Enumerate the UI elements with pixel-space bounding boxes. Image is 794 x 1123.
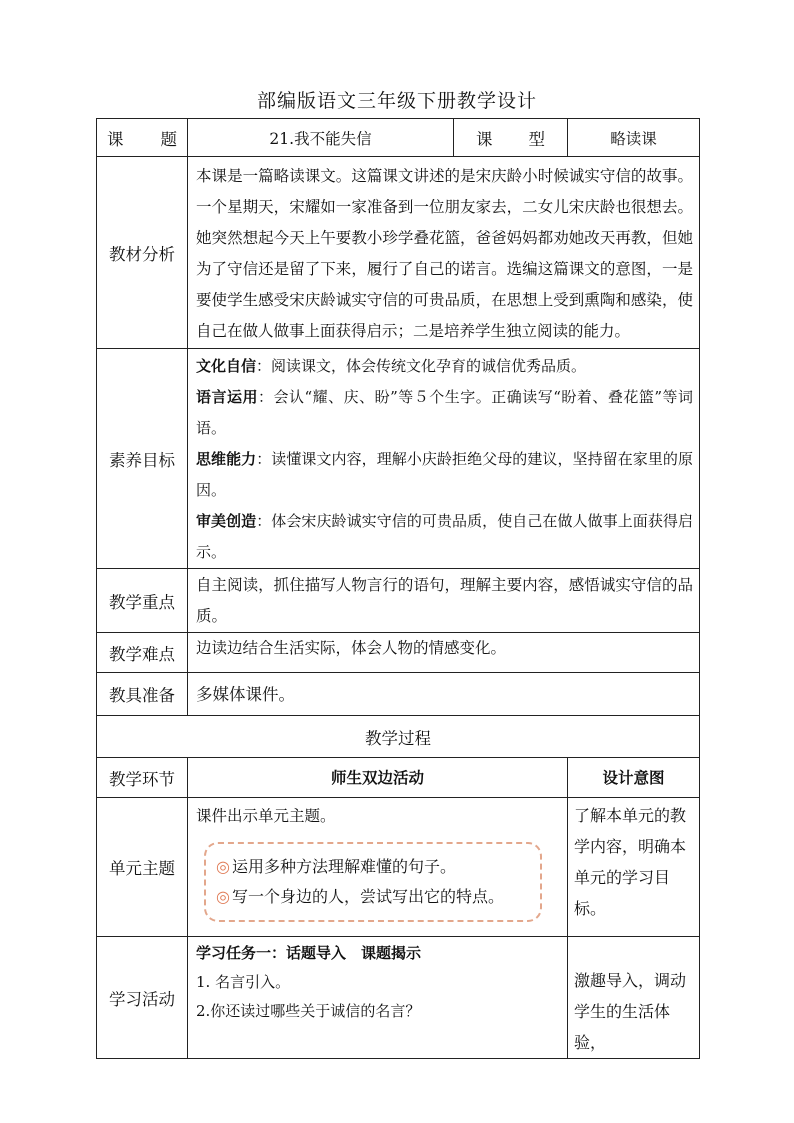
- tools-label: 教具准备: [97, 673, 188, 716]
- tools-row: [97, 673, 700, 716]
- learning-intent: 激趣导入，调动学生的生活体验，: [568, 937, 700, 1059]
- unit-theme-label: 单元主题: [97, 798, 188, 937]
- theme-item: [216, 852, 534, 882]
- difficulty-text: 边读边结合生活实际，体会人物的情感变化。: [188, 633, 700, 673]
- goal-key: 语言运用: [196, 388, 258, 406]
- key-point-text: 自主阅读，抓住描写人物言行的语句，理解主要内容，感悟诚实守信的品质。: [188, 569, 700, 633]
- goal-key: 文化自信: [196, 357, 257, 375]
- unit-theme-cell: [188, 798, 568, 937]
- goal-text: ：读懂课文内容，理解小庆龄拒绝父母的建议，坚持留在家里的原因。: [196, 450, 693, 499]
- page-title: 部编版语文三年级下册教学设计: [256, 90, 537, 112]
- learning-step: 1. 名言引入。: [196, 973, 291, 991]
- process-title-row: [97, 716, 700, 758]
- unit-theme-row: [97, 798, 700, 937]
- goal-text: ：阅读课文，体会传统文化孕育的诚信优秀品质。: [256, 357, 587, 375]
- goal-item: [196, 382, 693, 444]
- theme-item: [216, 882, 534, 912]
- goal-key: 思维能力: [196, 450, 257, 468]
- lesson-plan-table: [96, 118, 700, 1059]
- learning-label: 学习活动: [97, 937, 188, 1059]
- goals-row: [97, 349, 700, 569]
- label-topic: 课 题: [97, 119, 188, 157]
- goal-key: 审美创造: [196, 512, 257, 530]
- learning-cell: [188, 937, 568, 1059]
- learning-step: 2.你还读过哪些关于诚信的名言？: [196, 1002, 421, 1020]
- learning-row: [97, 937, 700, 1059]
- key-point-row: [97, 569, 700, 633]
- topic-value: 21.我不能失信: [188, 119, 454, 157]
- difficulty-row: [97, 633, 700, 673]
- theme-item-text: 运用多种方法理解难懂的句子。: [231, 857, 456, 876]
- goals-list: [188, 349, 700, 569]
- theme-item-text: 写一个身边的人，尝试写出它的特点。: [231, 887, 504, 906]
- header-row: [97, 119, 700, 157]
- circle-bullet-icon: ◎: [216, 857, 230, 876]
- tools-text: 多媒体课件。: [188, 673, 700, 716]
- col-stage-header: 教学环节: [97, 758, 188, 798]
- analysis-row: [97, 157, 700, 349]
- unit-theme-intent: 了解本单元的教学内容，明确本单元的学习目标。: [568, 798, 700, 937]
- goals-label: 素养目标: [97, 349, 188, 569]
- unit-theme-box: [204, 842, 542, 922]
- process-title: 教学过程: [97, 716, 700, 758]
- key-point-label: 教学重点: [97, 569, 188, 633]
- task-title: 学习任务一：话题导入 课题揭示: [196, 944, 422, 962]
- col-activity-header: 师生双边活动: [188, 758, 568, 798]
- col-intent-header: 设计意图: [568, 758, 700, 798]
- analysis-label: 教材分析: [97, 157, 188, 349]
- goal-item: [196, 506, 693, 568]
- circle-bullet-icon: ◎: [216, 887, 230, 906]
- process-header-row: [97, 758, 700, 798]
- goal-item: [196, 444, 693, 506]
- unit-theme-intro: 课件出示单元主题。: [196, 807, 336, 825]
- analysis-text: 本课是一篇略读课文。这篇课文讲述的是宋庆龄小时候诚实守信的故事。一个星期天，宋耀如一家准备到一位朋友家去，二女儿宋庆龄也很想去。她突然想起今天上午要教小珍学叠花篮，爸爸妈妈都劝她改天再教，但她为了守信还是留了下来，履行了自己的诺言。选编这篇课文的意图，一是要使学生感受宋庆龄诚实守信的可贵品质，在思想上受到熏陶和感染，使自己在做人做事上面获得启示；二是培养学生独立阅读的能力。: [188, 157, 700, 349]
- label-type: 课 型: [454, 119, 568, 157]
- goal-item: [196, 351, 693, 382]
- difficulty-label: 教学难点: [97, 633, 188, 673]
- goal-text: ：体会宋庆龄诚实守信的可贵品质，使自己在做人做事上面获得启示。: [196, 512, 693, 561]
- goal-text: ：会认“耀、庆、盼”等５个生字。正确读写“盼着、叠花篮”等词语。: [196, 388, 693, 437]
- type-value: 略读课: [568, 119, 700, 157]
